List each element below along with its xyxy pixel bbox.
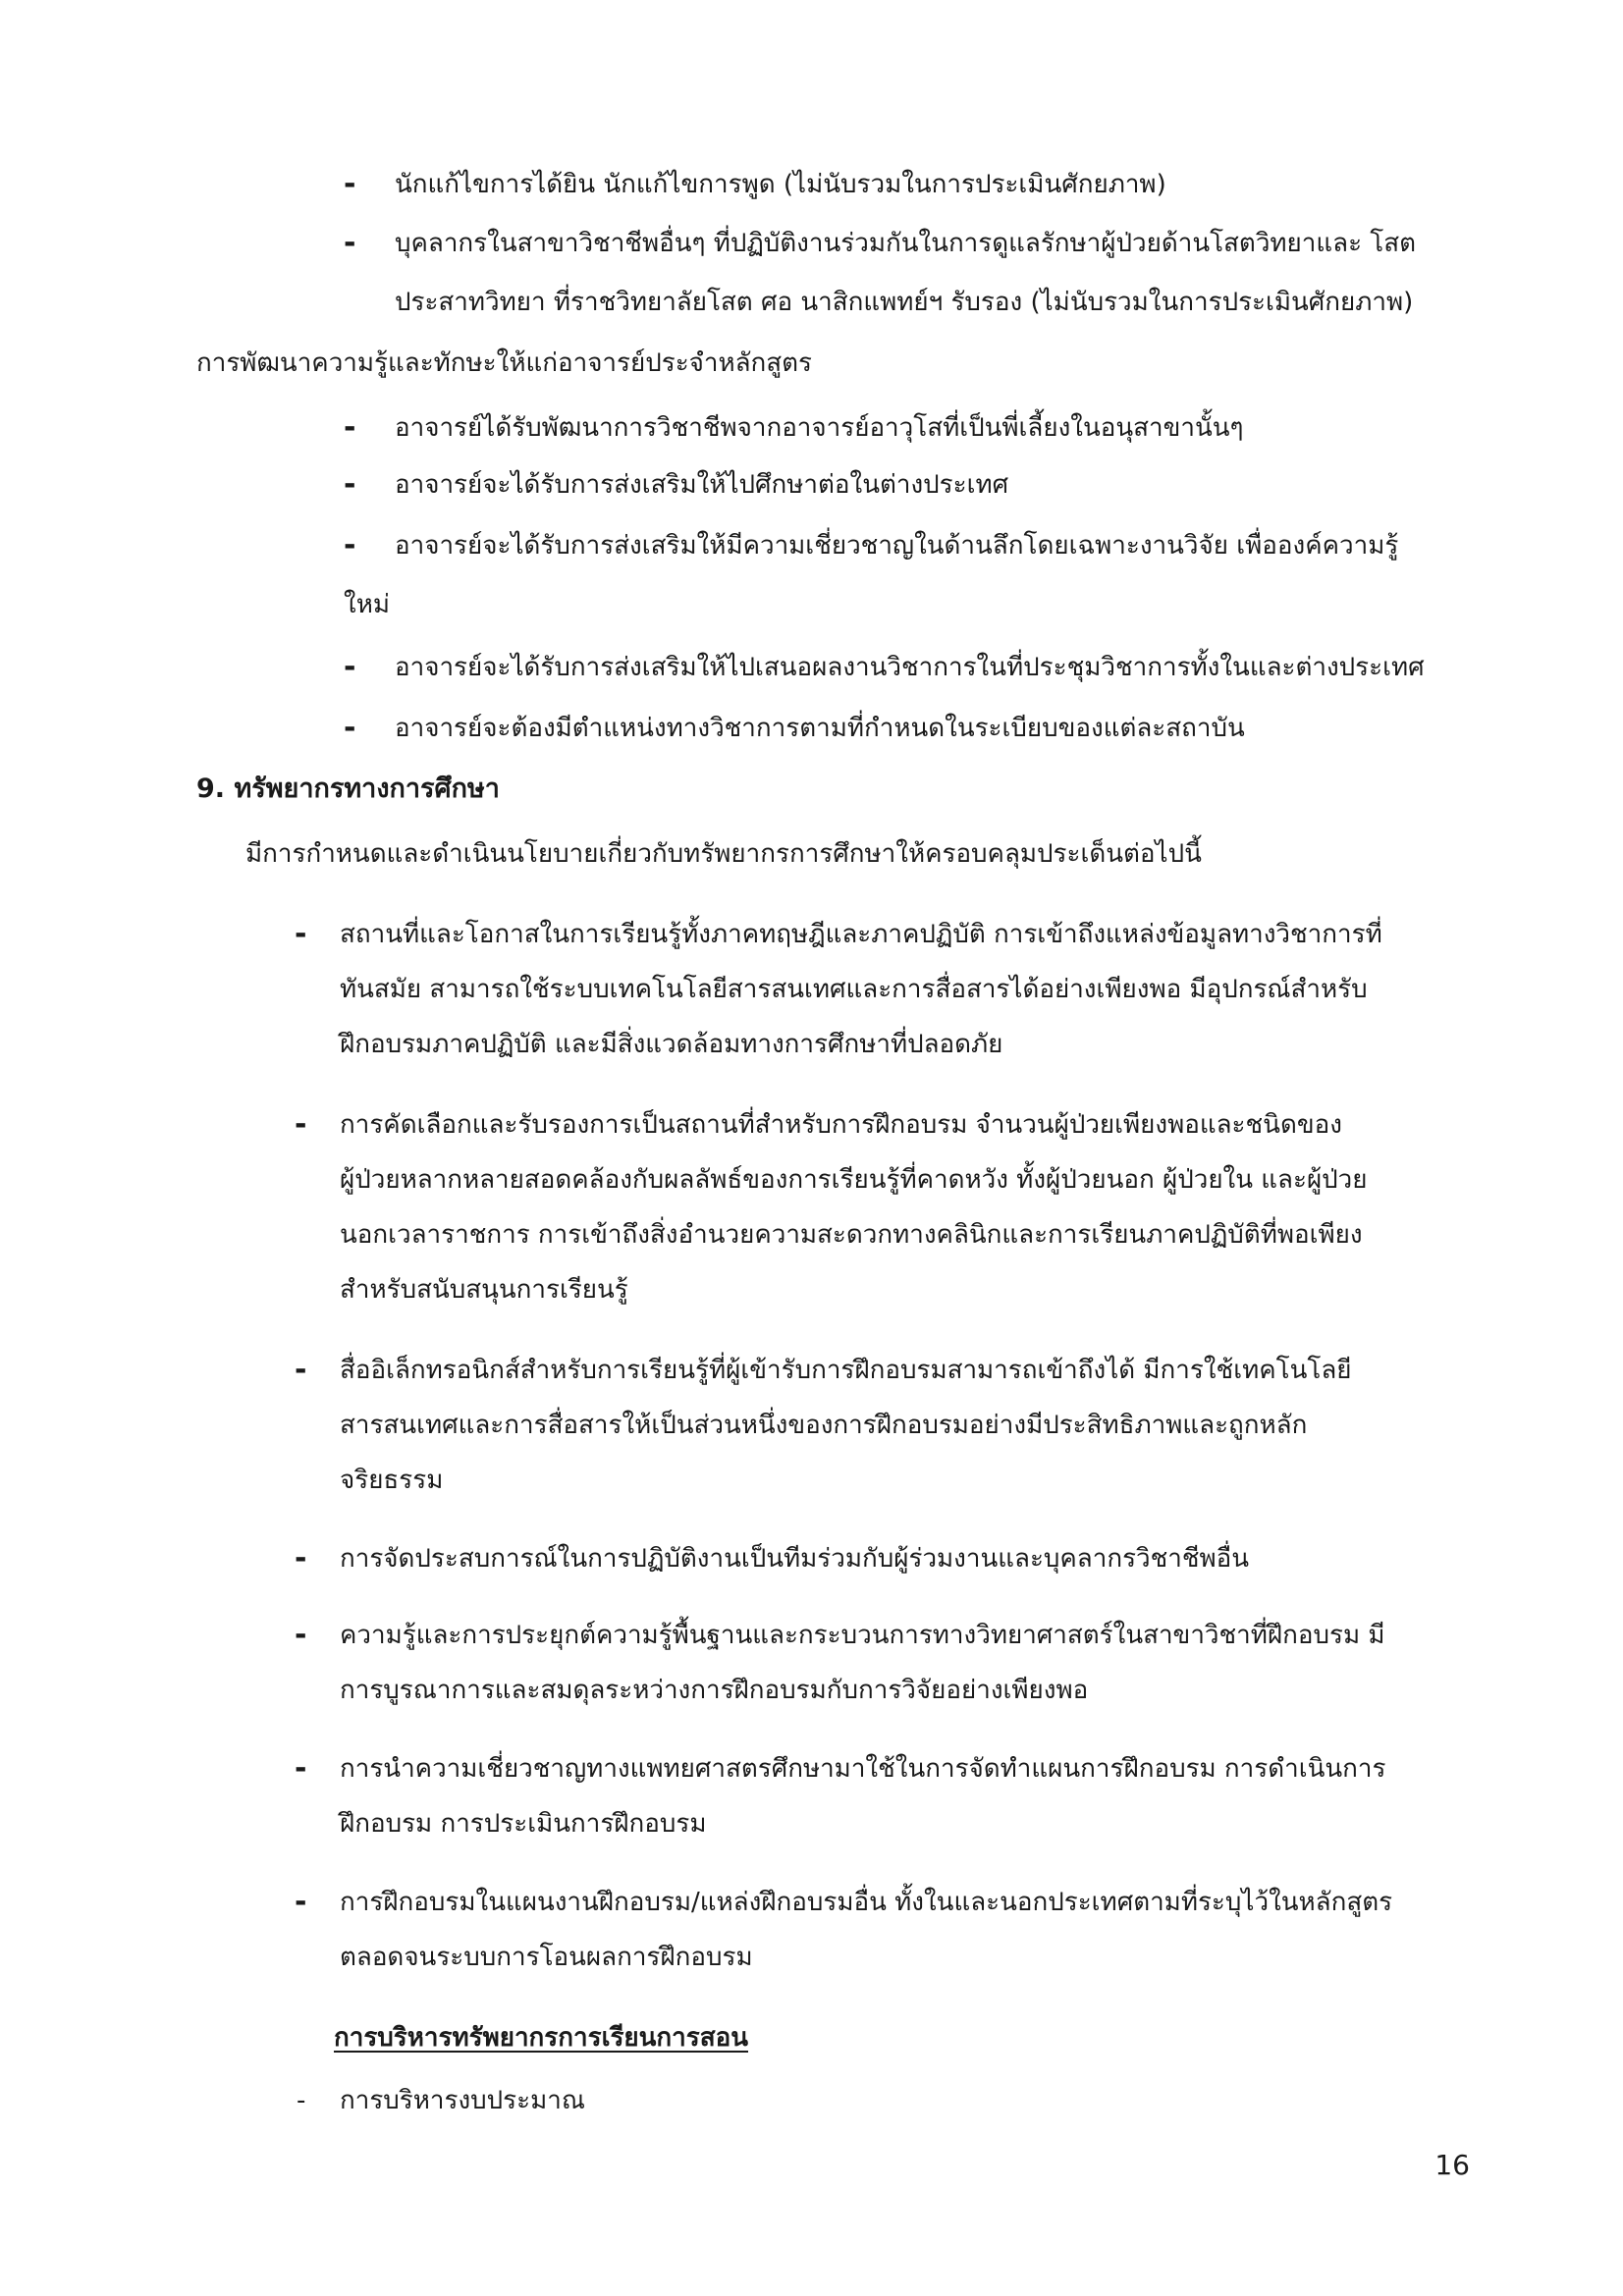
bullet-text: บุคลากรในสาขาวิชาชีพอื่นๆ ที่ปฏิบัติงานร่วมกันในการดูแลรักษาผู้ป่วยด้านโสตวิทยาและ โสต bbox=[395, 229, 1417, 258]
bullet-text-continuation: ฝึกอบรมภาคปฏิบัติ และมีสิ่งแวดล้อมทางการศึกษาที่ปลอดภัย bbox=[340, 1030, 1003, 1059]
bullet-dash: - bbox=[295, 1885, 307, 1919]
faculty-development-heading: การพัฒนาความรู้และทักษะให้แก่อาจารย์ประจำหลักสูตร bbox=[196, 348, 813, 378]
bullet-text: อาจารย์จะได้รับการส่งเสริมให้มีความเชี่ยวชาญในด้านลึกโดยเฉพาะงานวิจัย เพื่อองค์ความรู้ bbox=[395, 531, 1399, 561]
bullet-dash: - bbox=[344, 410, 356, 445]
bullet-dash: - bbox=[295, 1541, 307, 1575]
bullet-text-continuation: ฝึกอบรม การประเมินการฝึกอบรม bbox=[340, 1809, 707, 1839]
bullet-text-continuation: ผู้ป่วยหลากหลายสอดคล้องกับผลลัพธ์ของการเรียนรู้ที่คาดหวัง ทั้งผู้ป่วยนอก ผู้ป่วยใน และผู้ป่วย bbox=[340, 1165, 1368, 1195]
subsection-heading: การบริหารทรัพยากรการเรียนการสอน bbox=[334, 2023, 748, 2053]
bullet-text: การคัดเลือกและรับรองการเป็นสถานที่สำหรับการฝึกอบรม จำนวนผู้ป่วยเพียงพอและชนิดของ bbox=[340, 1110, 1342, 1140]
bullet-dash: - bbox=[295, 1107, 307, 1142]
bullet-text: การบริหารงบประมาณ bbox=[340, 2086, 585, 2115]
bullet-text-continuation: ใหม่ bbox=[344, 590, 390, 619]
bullet-text-continuation: ทันสมัย สามารถใช้ระบบเทคโนโลยีสารสนเทศและการสื่อสารได้อย่างเพียงพอ มีอุปกรณ์สำหรับ bbox=[340, 975, 1368, 1004]
section-title: 9. ทรัพยากรทางการศึกษา bbox=[196, 774, 500, 804]
bullet-text: สถานที่และโอกาสในการเรียนรู้ทั้งภาคทฤษฎีและภาคปฏิบัติ การเข้าถึงแหล่งข้อมูลทางวิชาการที่ bbox=[340, 920, 1382, 949]
bullet-text-continuation: จริยธรรม bbox=[340, 1466, 444, 1495]
bullet-dash: - bbox=[344, 167, 356, 201]
bullet-dash: - bbox=[344, 226, 356, 260]
bullet-text: อาจารย์จะได้รับการส่งเสริมให้ไปเสนอผลงานวิชาการในที่ประชุมวิชาการทั้งในและต่างประเทศ bbox=[395, 653, 1425, 682]
bullet-text-continuation: ประสาทวิทยา ที่ราชวิทยาลัยโสต ศอ นาสิกแพทย์ฯ รับรอง (ไม่นับรวมในการประเมินศักยภาพ) bbox=[395, 288, 1414, 317]
bullet-text: สื่ออิเล็กทรอนิกส์สำหรับการเรียนรู้ที่ผู้เข้ารับการฝึกอบรมสามารถเข้าถึงได้ มีการใช้เทคโนโลยี bbox=[340, 1356, 1352, 1385]
bullet-text-continuation: การบูรณาการและสมดุลระหว่างการฝึกอบรมกับการวิจัยอย่างเพียงพอ bbox=[340, 1676, 1089, 1705]
bullet-text: การนำความเชี่ยวชาญทางแพทยศาสตรศึกษามาใช้ในการจัดทำแผนการฝึกอบรม การดำเนินการ bbox=[340, 1754, 1386, 1784]
bullet-text-continuation: นอกเวลาราชการ การเข้าถึงสิ่งอำนวยความสะดวกทางคลินิกและการเรียนภาคปฏิบัติที่พอเพียง bbox=[340, 1220, 1363, 1250]
section-intro: มีการกำหนดและดำเนินนโยบายเกี่ยวกับทรัพยากรการศึกษาให้ครอบคลุมประเด็นต่อไปนี้ bbox=[245, 839, 1202, 869]
bullet-text: อาจารย์จะได้รับการส่งเสริมให้ไปศึกษาต่อในต่างประเทศ bbox=[395, 470, 1009, 500]
bullet-dash: - bbox=[344, 650, 356, 684]
bullet-dash: - bbox=[295, 1618, 307, 1652]
bullet-text-continuation: สำหรับสนับสนุนการเรียนรู้ bbox=[340, 1275, 628, 1305]
bullet-text: อาจารย์จะต้องมีตำแหน่งทางวิชาการตามที่กำหนดในระเบียบของแต่ละสถาบัน bbox=[395, 714, 1245, 743]
bullet-text-continuation: ตลอดจนระบบการโอนผลการฝึกอบรม bbox=[340, 1943, 753, 1972]
bullet-text: นักแก้ไขการได้ยิน นักแก้ไขการพูด (ไม่นับรวมในการประเมินศักยภาพ) bbox=[395, 170, 1166, 199]
bullet-dash: - bbox=[295, 1353, 307, 1387]
bullet-text: การฝึกอบรมในแผนงานฝึกอบรม/แหล่งฝึกอบรมอื่น ทั้งในและนอกประเทศตามที่ระบุไว้ในหลักสูตร bbox=[340, 1888, 1393, 1917]
bullet-dash: - bbox=[297, 2086, 306, 2115]
bullet-text: อาจารย์ได้รับพัฒนาการวิชาชีพจากอาจารย์อาวุโสที่เป็นพี่เลี้ยงในอนุสาขานั้นๆ bbox=[395, 413, 1244, 443]
bullet-text: การจัดประสบการณ์ในการปฏิบัติงานเป็นทีมร่วมกับผู้ร่วมงานและบุคลากรวิชาชีพอื่น bbox=[340, 1544, 1250, 1574]
bullet-dash: - bbox=[295, 1751, 307, 1786]
bullet-dash: - bbox=[344, 711, 356, 745]
bullet-text: ความรู้และการประยุกต์ความรู้พื้นฐานและกระบวนการทางวิทยาศาสตร์ในสาขาวิชาที่ฝึกอบรม มี bbox=[340, 1621, 1385, 1650]
bullet-text-continuation: สารสนเทศและการสื่อสารให้เป็นส่วนหนึ่งของการฝึกอบรมอย่างมีประสิทธิภาพและถูกหลัก bbox=[340, 1411, 1308, 1440]
page-number: 16 bbox=[1434, 2149, 1470, 2181]
bullet-dash: - bbox=[344, 467, 356, 502]
bullet-dash: - bbox=[295, 917, 307, 951]
bullet-dash: - bbox=[344, 528, 356, 562]
